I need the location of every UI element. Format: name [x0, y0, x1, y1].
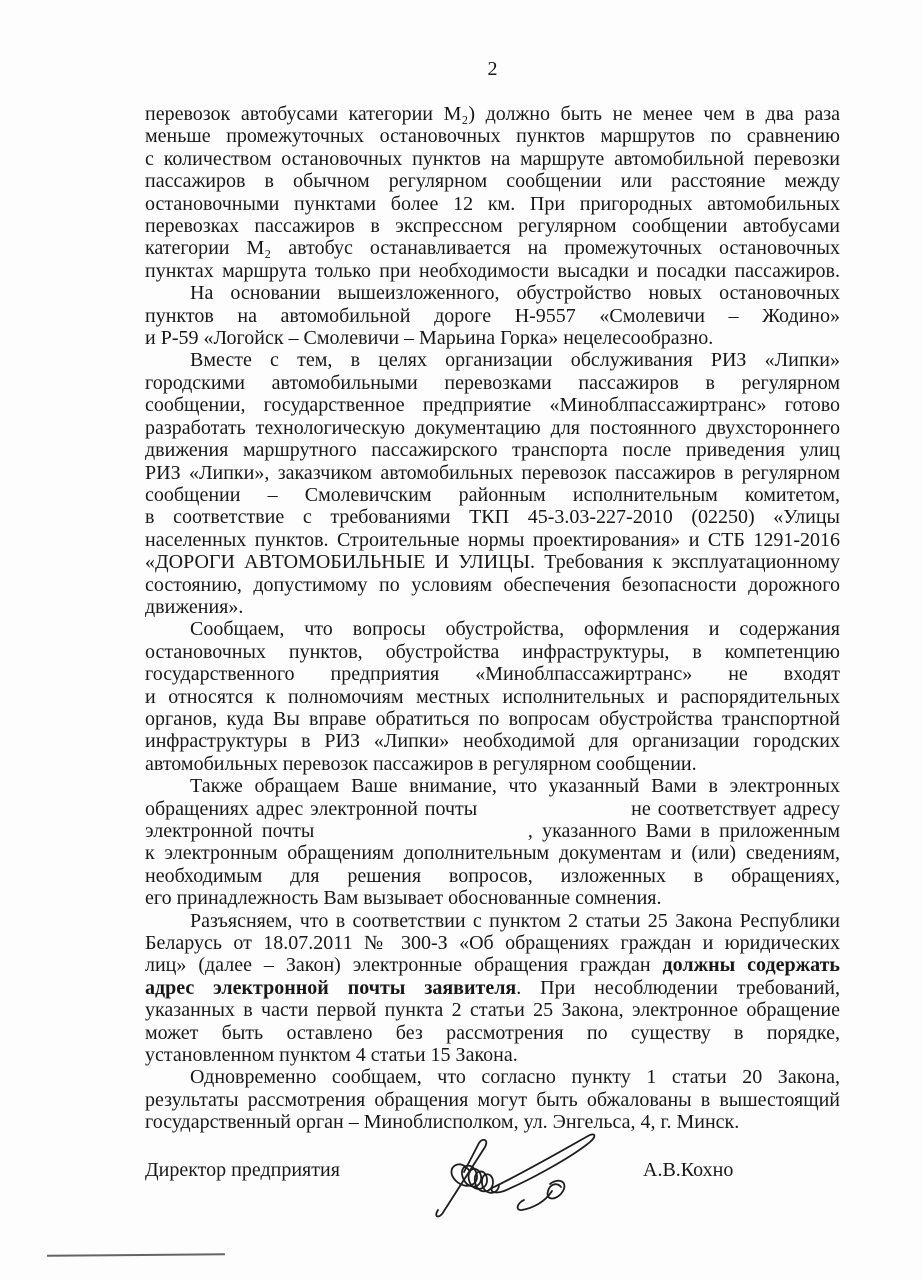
text-line: Сообщаем, что вопросы обустройства, оформления и содержания	[190, 618, 840, 641]
redacted-email-blank	[484, 814, 624, 815]
text-line: населенных пунктов. Строительные нормы проектирования» и СТБ 1291-2016	[145, 528, 840, 551]
text-line: обращениях адрес электронной почты не соответствует адресу	[145, 797, 840, 820]
text-line: его принадлежность Вам вызывает обоснованные сомнения.	[145, 887, 662, 910]
signature-icon	[430, 1130, 625, 1222]
text-line: меньше промежуточных остановочных пунктов маршрутов по сравнению	[145, 125, 840, 148]
text-line: электронной почты , указанного Вами в приложенным	[145, 820, 840, 842]
document-body	[145, 103, 840, 1134]
signer-name: А.В.Кохно	[643, 1159, 734, 1181]
text-line: и Р-59 «Логойск – Смолевичи – Марьина Горка» нецелесообразно.	[145, 327, 714, 350]
text-line: «ДОРОГИ АВТОМОБИЛЬНЫЕ И УЛИЦЫ. Требования к эксплуатационному	[145, 551, 840, 574]
text-line: указанных в части первой пункта 2 статьи 25 Закона, электронное обращение	[145, 999, 840, 1022]
text-line: остановочными пунктами более 12 км. При пригородных автомобильных	[145, 192, 840, 215]
text-line: адрес электронной почты заявителя. При несоблюдении требований,	[145, 976, 840, 999]
text-line: перевозок автобусами категории М₂) должно быть не менее чем в два раза	[145, 103, 840, 125]
text-line: пунктов на автомобильной дороге Н-9557 «Смолевичи – Жодино»	[145, 304, 840, 327]
text-line: с количеством остановочных пунктов на маршруте автомобильной перевозки	[145, 147, 840, 170]
text-line: На основании вышеизложенного, обустройство новых остановочных	[190, 282, 840, 305]
text-line: состоянию, допустимому по условиям обеспечения безопасности дорожного	[145, 573, 840, 596]
text-line: сообщении, государственное предприятие «Миноблпассажиртранс» готово	[145, 394, 840, 417]
text-line: городскими автомобильными перевозками пассажиров в регулярном	[145, 371, 840, 394]
text-line: к электронным обращениям дополнительным документам и (или) сведениям,	[145, 842, 840, 865]
text-line: органов, куда Вы вправе обратиться по вопросам обустройства транспортной	[145, 707, 840, 730]
text-line: Вместе с тем, в целях организации обслуживания РИЗ «Липки»	[190, 349, 840, 372]
text-line: необходимым для решения вопросов, изложенных в обращениях,	[145, 864, 840, 887]
text-line: государственный орган – Миноблисполком, ул. Энгельса, 4, г. Минск.	[145, 1111, 740, 1134]
text-line: Разъясняем, что в соответствии с пунктом 2 статьи 25 Закона Республики	[190, 909, 840, 932]
text-line: Беларусь от 18.07.2011 № 300-З «Об обращениях граждан и юридических	[145, 932, 840, 955]
text-line: в соответствие с требованиями ТКП 45-3.03-227-2010 (02250) «Улицы	[145, 506, 840, 529]
text-line: автомобильных перевозок пассажиров в регулярном сообщении.	[145, 752, 697, 775]
text-line: остановочных пунктов, обустройства инфраструктуры, в компетенцию	[145, 640, 840, 663]
text-line: перевозках пассажиров в экспрессном регулярном сообщении автобусами	[145, 215, 840, 238]
text-line: разработать технологическую документацию для постоянного двухстороннего	[145, 416, 840, 439]
text-line: пунктах маршрута только при необходимости высадки и посадки пассажиров.	[145, 259, 840, 282]
text-line: Также обращаем Ваше внимание, что указанный Вами в электронных	[190, 775, 840, 798]
text-line: категории М₂ автобус останавливается на промежуточных остановочных	[145, 237, 840, 260]
text-line: движения».	[145, 595, 244, 618]
text-line: инфраструктуры в РИЗ «Липки» необходимой для организации городских	[145, 730, 840, 753]
text-line: установленном пунктом 4 статьи 15 Закона.	[145, 1044, 518, 1067]
signer-title: Директор предприятия	[145, 1159, 340, 1181]
text-line: государственного предприятия «Миноблпассажиртранс» не входят	[145, 663, 840, 686]
text-line: Одновременно сообщаем, что согласно пункту 1 статьи 20 Закона,	[190, 1066, 840, 1089]
text-line: пассажиров в обычном регулярном сообщении или расстояние между	[145, 170, 840, 193]
text-line: лиц» (далее – Закон) электронные обращения граждан должны содержать	[145, 954, 840, 977]
footnote-separator-line	[47, 1253, 225, 1257]
redacted-email-blank	[324, 836, 519, 837]
text-line: может быть оставлено без рассмотрения по существу в порядке,	[145, 1021, 840, 1044]
page-number: 2	[487, 58, 498, 80]
text-line: и относятся к полномочиям местных исполнительных и распорядительных	[145, 685, 840, 708]
text-line: результаты рассмотрения обращения могут быть обжалованы в вышестоящий	[145, 1088, 840, 1111]
text-line: движения маршрутного пассажирского транспорта после приведения улиц	[145, 439, 840, 462]
text-line: РИЗ «Липки», заказчиком автомобильных перевозок пассажиров в регулярном	[145, 461, 840, 484]
text-line: сообщении – Смолевичским районным исполнительным комитетом,	[145, 483, 840, 506]
